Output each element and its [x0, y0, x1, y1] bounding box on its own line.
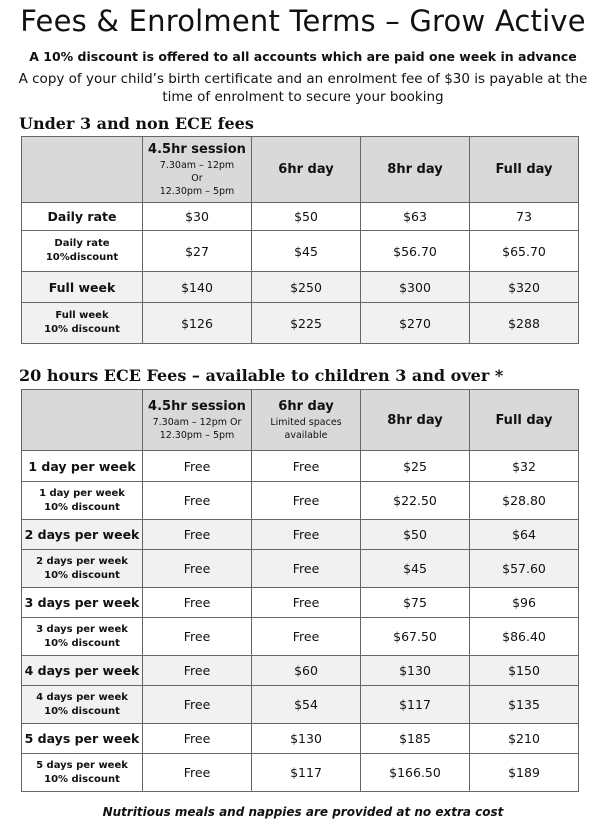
fee-cell: $45: [361, 550, 470, 588]
row-label: Daily rate 10%discount: [22, 231, 143, 272]
column-subtitle: 12.30pm – 5pm: [159, 185, 235, 197]
fee-cell: $130: [252, 724, 361, 754]
fee-cell: $27: [143, 231, 252, 272]
fee-cell: $117: [252, 754, 361, 792]
fee-cell: $210: [470, 724, 579, 754]
row-label: 5 days per week: [22, 724, 143, 754]
column-header: Full day: [470, 390, 579, 451]
page-title: Fees & Enrolment Terms – Grow Active: [20, 4, 586, 38]
fee-cell: $166.50: [361, 754, 470, 792]
row-label: Full week 10% discount: [22, 303, 143, 344]
fee-cell: Free: [252, 520, 361, 550]
table-row: [22, 550, 579, 588]
fee-cell: $67.50: [361, 618, 470, 656]
fee-cell: $320: [470, 272, 579, 303]
table1-heading: Under 3 and non ECE fees: [19, 114, 254, 133]
column-subtitle: 12.30pm – 5pm: [159, 429, 235, 441]
fee-cell: $86.40: [470, 618, 579, 656]
fee-cell: Free: [143, 686, 252, 724]
fee-cell: Free: [252, 618, 361, 656]
fee-cell: $270: [361, 303, 470, 344]
fee-cell: $250: [252, 272, 361, 303]
ece-fees-table: [21, 389, 579, 792]
row-label: Daily rate: [22, 203, 143, 231]
column-title: 4.5hr session: [148, 141, 246, 157]
fee-cell: Free: [252, 550, 361, 588]
column-title: 4.5hr session: [148, 398, 246, 414]
column-subtitle: 7.30am – 12pm: [159, 159, 235, 171]
column-title: 6hr day: [278, 398, 334, 414]
row-label: 4 days per week: [22, 656, 143, 686]
row-label: 2 days per week 10% discount: [22, 550, 143, 588]
fee-cell: $60: [252, 656, 361, 686]
fee-cell: $45: [252, 231, 361, 272]
header-row: [22, 137, 579, 203]
fee-cell: $63: [361, 203, 470, 231]
table-row: [22, 231, 579, 272]
row-label: 1 day per week 10% discount: [22, 482, 143, 520]
corner-cell: [22, 137, 143, 203]
footer-note: Nutritious meals and nappies are provided at no extra cost: [102, 805, 504, 819]
header-row: [22, 390, 579, 451]
table-row: [22, 724, 579, 754]
row-label: 3 days per week: [22, 588, 143, 618]
column-header: 8hr day: [361, 390, 470, 451]
column-subtitle: available: [284, 429, 328, 441]
fee-cell: $117: [361, 686, 470, 724]
fee-cell: Free: [252, 482, 361, 520]
table-row: [22, 451, 579, 482]
fee-cell: $189: [470, 754, 579, 792]
table2-heading: 20 hours ECE Fees – available to children 3 and over *: [19, 366, 504, 385]
fee-cell: Free: [143, 656, 252, 686]
fee-cell: Free: [143, 550, 252, 588]
fee-cell: Free: [143, 618, 252, 656]
corner-cell: [22, 390, 143, 451]
column-header: [143, 137, 252, 203]
discount-note: A 10% discount is offered to all accounts which are paid one week in advance: [29, 49, 577, 64]
column-subtitle: Or: [191, 172, 203, 184]
column-header: 8hr day: [361, 137, 470, 203]
fee-cell: Free: [143, 482, 252, 520]
fee-cell: $57.60: [470, 550, 579, 588]
fee-cell: $30: [143, 203, 252, 231]
column-header: Full day: [470, 137, 579, 203]
row-label: 4 days per week 10% discount: [22, 686, 143, 724]
table-row: [22, 588, 579, 618]
fee-cell: $130: [361, 656, 470, 686]
fee-cell: Free: [143, 754, 252, 792]
enrolment-note: A copy of your child’s birth certificate and an enrolment fee of $30 is payable at the time of enrolment to secure your booking: [18, 71, 588, 105]
fee-cell: $288: [470, 303, 579, 344]
fee-cell: Free: [143, 520, 252, 550]
fee-cell: $75: [361, 588, 470, 618]
fee-cell: $50: [252, 203, 361, 231]
fee-cell: Free: [252, 451, 361, 482]
table-row: [22, 203, 579, 231]
fee-cell: $150: [470, 656, 579, 686]
fee-cell: Free: [252, 588, 361, 618]
fee-cell: Free: [143, 588, 252, 618]
column-header: 6hr day: [252, 137, 361, 203]
column-subtitle: Limited spaces: [270, 416, 342, 428]
table-row: [22, 686, 579, 724]
row-label: 5 days per week 10% discount: [22, 754, 143, 792]
table-row: [22, 482, 579, 520]
table-row: [22, 754, 579, 792]
fee-cell: $65.70: [470, 231, 579, 272]
row-label: Full week: [22, 272, 143, 303]
fee-cell: $96: [470, 588, 579, 618]
fee-cell: $126: [143, 303, 252, 344]
column-header: [143, 390, 252, 451]
fee-cell: $54: [252, 686, 361, 724]
table-row: [22, 618, 579, 656]
table-row: [22, 520, 579, 550]
fee-cell: $50: [361, 520, 470, 550]
fee-cell: $32: [470, 451, 579, 482]
fee-cell: $140: [143, 272, 252, 303]
under3-fees-table: [21, 136, 579, 344]
table-row: [22, 656, 579, 686]
table-row: [22, 303, 579, 344]
fee-cell: Free: [143, 724, 252, 754]
column-header: [252, 390, 361, 451]
fee-cell: 73: [470, 203, 579, 231]
fee-cell: $135: [470, 686, 579, 724]
fee-cell: $56.70: [361, 231, 470, 272]
row-label: 3 days per week 10% discount: [22, 618, 143, 656]
row-label: 2 days per week: [22, 520, 143, 550]
fee-cell: $22.50: [361, 482, 470, 520]
fee-cell: $28.80: [470, 482, 579, 520]
row-label: 1 day per week: [22, 451, 143, 482]
table-row: [22, 272, 579, 303]
fee-cell: $25: [361, 451, 470, 482]
fee-cell: $300: [361, 272, 470, 303]
column-subtitle: 7.30am – 12pm Or: [152, 416, 242, 428]
fee-cell: $225: [252, 303, 361, 344]
fee-cell: Free: [143, 451, 252, 482]
fee-cell: $185: [361, 724, 470, 754]
fee-cell: $64: [470, 520, 579, 550]
